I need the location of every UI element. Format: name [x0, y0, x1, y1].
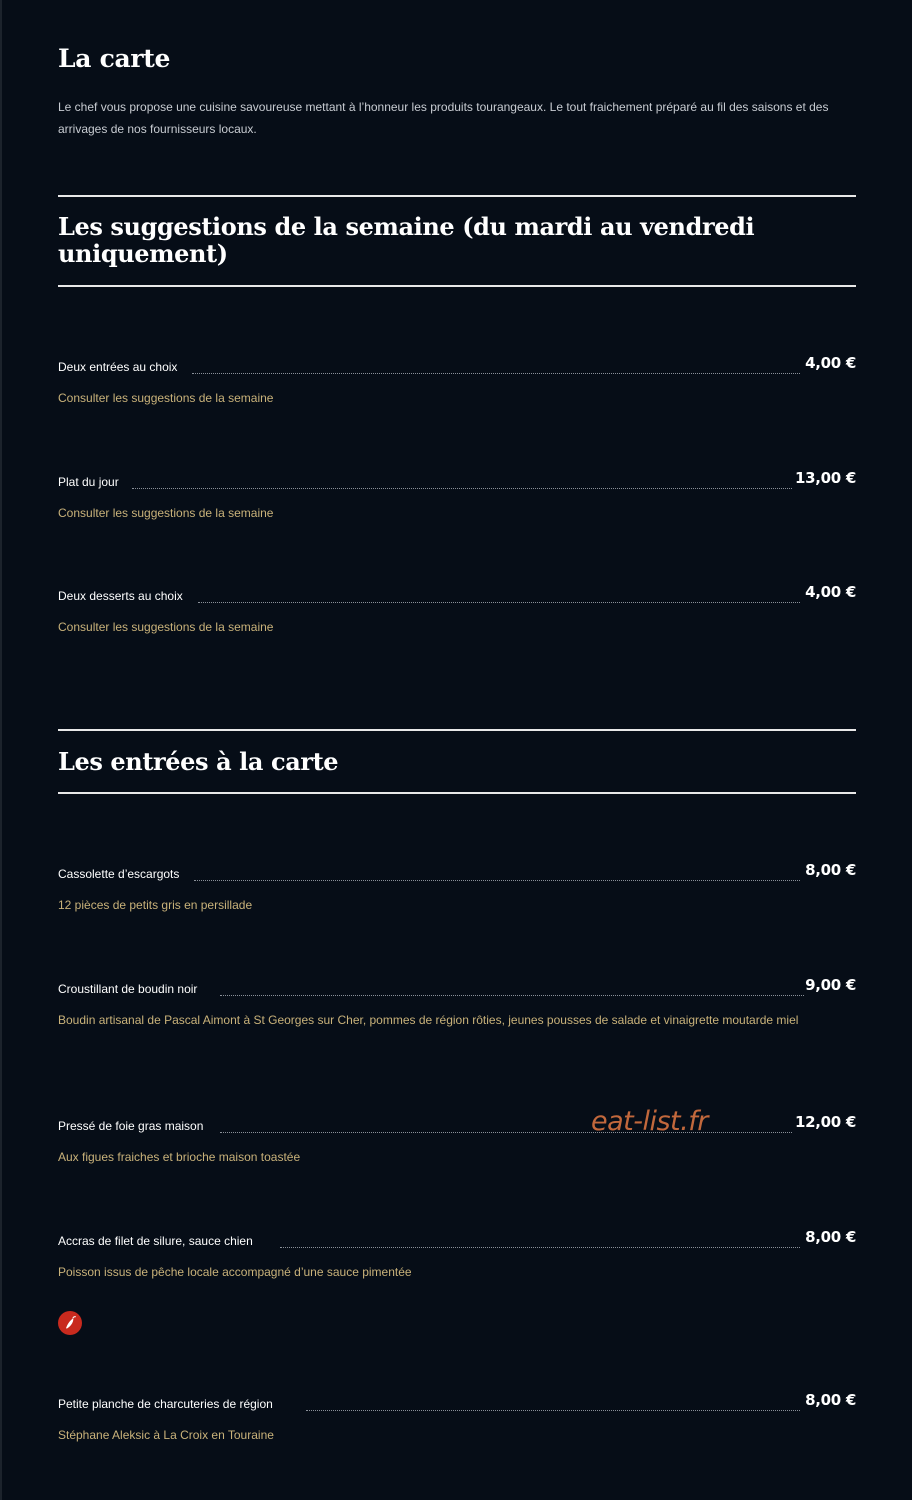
item-description: Consulter les suggestions de la semaine	[58, 620, 274, 634]
menu-item	[58, 1228, 856, 1284]
menu-item	[58, 976, 856, 1032]
menu-item	[58, 1391, 856, 1447]
section-title-suggestions: Les suggestions de la semaine (du mardi au vendredi uniquement)	[58, 212, 755, 268]
item-description: Stéphane Aleksic à La Croix en Touraine	[58, 1428, 274, 1442]
menu-item	[58, 354, 856, 410]
intro-text: Le chef vous propose une cuisine savoureuse mettant à l’honneur les produits tourangeaux. Le tout fraichement préparé au fil des saisons et des arrivages de nos fournisseurs locaux.	[58, 100, 829, 136]
dot-leader	[198, 602, 800, 603]
item-price: 8,00 €	[805, 1228, 856, 1246]
section-title-entrees: Les entrées à la carte	[58, 747, 339, 776]
item-description: Consulter les suggestions de la semaine	[58, 506, 274, 520]
dot-leader	[306, 1410, 800, 1411]
item-price: 4,00 €	[805, 354, 856, 372]
section-bottom-rule	[58, 285, 856, 287]
item-name: Deux entrées au choix	[58, 360, 178, 374]
menu-item	[58, 861, 856, 917]
item-name: Plat du jour	[58, 475, 119, 489]
item-price: 12,00 €	[794, 1113, 856, 1131]
section-top-rule	[58, 729, 856, 731]
left-edge-border	[0, 0, 2, 1500]
item-name: Petite planche de charcuteries de région	[58, 1397, 273, 1411]
section-top-rule	[58, 195, 856, 197]
menu-item	[58, 1113, 856, 1169]
section-bottom-rule	[58, 792, 856, 794]
item-name: Cassolette d’escargots	[58, 867, 180, 881]
dot-leader	[194, 880, 800, 881]
item-price: 13,00 €	[794, 469, 856, 487]
item-description: Boudin artisanal de Pascal Aimont à St Georges sur Cher, pommes de région rôties, jeunes pousses de salade et vinaigrette moutarde miel	[58, 1013, 799, 1027]
page-title: La carte	[58, 44, 171, 73]
item-description: Consulter les suggestions de la semaine	[58, 391, 274, 405]
item-name: Pressé de foie gras maison	[58, 1119, 204, 1133]
menu-item	[58, 469, 856, 525]
item-description: Poisson issus de pêche locale accompagné d’une sauce pimentée	[58, 1265, 412, 1279]
item-price: 8,00 €	[805, 1391, 856, 1409]
item-price: 4,00 €	[805, 583, 856, 601]
item-name: Croustillant de boudin noir	[58, 982, 198, 996]
item-description: 12 pièces de petits gris en persillade	[58, 898, 253, 912]
dot-leader	[280, 1247, 800, 1248]
menu-item	[58, 583, 856, 639]
item-name: Accras de filet de silure, sauce chien	[58, 1234, 253, 1248]
dot-leader	[192, 373, 800, 374]
dot-leader	[220, 995, 804, 996]
chili-pepper-icon	[58, 1311, 82, 1335]
dot-leader	[132, 488, 792, 489]
item-description: Aux figues fraiches et brioche maison toastée	[58, 1150, 301, 1164]
item-name: Deux desserts au choix	[58, 589, 183, 603]
item-price: 8,00 €	[805, 861, 856, 879]
watermark: eat-list.fr	[591, 1106, 708, 1137]
item-price: 9,00 €	[805, 976, 856, 994]
